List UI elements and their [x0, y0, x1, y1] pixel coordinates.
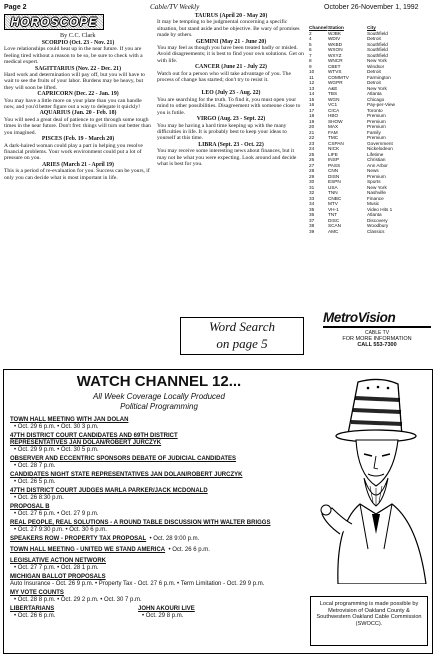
sign-heading: LEO (July 23 - Aug. 22)	[201, 90, 261, 97]
station-city: Lifetime	[367, 151, 384, 157]
sign-heading: VIRGO (Aug. 23 - Sept. 22)	[196, 116, 266, 123]
listing-detail: Auto Insurance - Oct. 26 9 p.m. • Property Tax - Oct. 27 6 p.m. • Term Limitation - Oct. 29 9 p.m.	[10, 581, 265, 587]
channel-number: 5	[309, 41, 312, 47]
channel-number: 7	[309, 52, 312, 58]
station-call-sign: LIFE	[328, 151, 338, 157]
channel-number: 11	[309, 74, 314, 80]
station-city: Toronto	[367, 107, 383, 113]
station-city: Southfield	[367, 52, 388, 58]
station-city: Video Hits 1	[367, 206, 393, 212]
listing-detail: • Oct. 27 6 p.m. • Oct. 27 9 p.m.	[14, 511, 99, 517]
channel-number: 19	[309, 118, 315, 124]
station-call-sign: CSPAN	[328, 140, 344, 146]
sign-heading: ARIES (March 21 - April 19)	[42, 161, 114, 168]
channel-number: 17	[309, 107, 315, 113]
station-call-sign: CBET	[328, 63, 341, 69]
station-call-sign: COMMTV	[328, 74, 349, 80]
word-search-box	[180, 317, 304, 355]
station-call-sign: PASS	[328, 162, 341, 168]
station-city: Family	[367, 129, 381, 135]
station-city: Premium	[367, 118, 386, 124]
metrovision-logo-text: MetroVision	[323, 310, 396, 325]
listing-detail: • Oct. 27 9:30 p.m. • Oct. 30 6 p.m.	[14, 527, 107, 533]
station-call-sign: VH-1	[328, 206, 339, 212]
station-city: Windsor	[367, 63, 385, 69]
channel-number: 37	[309, 217, 315, 223]
listing-detail: • Oct. 28 8 p.m. • Oct. 29 2 p.m. • Oct. 30 7 p.m.	[14, 597, 142, 603]
header-station: Station	[328, 25, 344, 30]
listing-detail: • Oct. 29 6 p.m. • Oct. 30 3 p.m.	[14, 424, 99, 430]
publication-name: Cable/TV Weekly	[150, 3, 200, 11]
listing-title: TOWN HALL MEETING - UNITED WE STAND AMERICA	[10, 547, 166, 553]
sign-text: You may be having a hard time keeping up with the many difficulties in life. It is probably best to keep your ideas to yourself at this time.	[157, 122, 287, 142]
channel-number: 35	[309, 206, 315, 212]
sign-heading: TAURUS (April 20 - May 20)	[194, 13, 268, 19]
station-call-sign: WTVS	[328, 69, 342, 74]
sign-heading: PISCES (Feb. 19 - March 20)	[41, 136, 115, 143]
station-city: Southfield	[367, 41, 388, 47]
channel-number: 2	[309, 30, 312, 36]
listing-title: SPEAKERS ROW - PROPERTY TAX PROPOSAL	[10, 536, 147, 542]
listing-detail: • Oct. 29 8 p.m.	[142, 613, 184, 619]
listing-title: LIBERTARIANS	[10, 606, 55, 612]
sign-text: This is a period of re-evaluation for you. Success can be yours, if only you can decide what is most important in life.	[4, 168, 150, 181]
station-call-sign: AMC	[328, 228, 339, 234]
channel-number: 26	[309, 157, 315, 162]
listing-detail: • Oct. 28 7 p.m.	[14, 463, 56, 469]
sign-text: You may have a little more on your plate than you can handle now, and you'd better figure out a way to delegate it quickly!	[4, 97, 142, 111]
station-city: Premium	[367, 113, 386, 118]
channel-number: 31	[309, 184, 315, 190]
station-city: Ann Arbor	[367, 162, 388, 168]
station-call-sign: MTV	[328, 201, 338, 206]
station-city: Nickelodeon	[367, 146, 393, 151]
station-call-sign: CNBC	[328, 195, 342, 201]
station-call-sign: SCAN	[328, 223, 342, 228]
station-city: Atlanta	[367, 91, 382, 96]
sign-text: It may be tempting to be judgmental concerning a specific situation, but stand aside and be objective. Be wary of promises made by others.	[157, 19, 300, 39]
listing-title: 47TH DISTRICT COURT JUDGES MARLA PARKER/JACK MCDONALD	[10, 488, 208, 494]
word-search-line2: on page 5	[216, 336, 268, 351]
channel-number: 8	[309, 58, 312, 63]
page-number: Page 2	[4, 4, 27, 11]
channel-number: 14	[309, 91, 315, 96]
station-call-sign: WXON	[328, 47, 343, 52]
metrovision-phone: CALL 553-7300	[357, 342, 397, 348]
sponsor-notice: Local programming is made possible by Metrovision of Oakland County & Southwestern Oakland Cable Commission (SWOCC).	[310, 596, 428, 646]
listing-title: REAL PEOPLE, REAL SOLUTIONS - A ROUND TABLE DISCUSSION WITH WALTER BRIGGS	[10, 520, 271, 526]
station-city: Nashville	[367, 190, 387, 195]
station-call-sign: VC1	[328, 102, 338, 107]
station-city: Premium	[367, 135, 386, 140]
station-call-sign: DISC	[328, 217, 340, 223]
channel-number: 9	[309, 63, 312, 69]
header-channel: Channel	[309, 25, 328, 30]
station-city: Music	[367, 201, 380, 206]
station-call-sign: WNCR	[328, 58, 343, 63]
station-call-sign: WKBD	[328, 41, 343, 47]
channel12-ad	[3, 369, 433, 654]
channel-number: 20	[309, 124, 315, 129]
ad-title: WATCH CHANNEL 12...	[76, 373, 242, 390]
channel-number: 23	[309, 140, 315, 146]
channel-number: 6	[309, 47, 312, 52]
listing-title: OBSERVER AND ECCENTRIC SPONSORS DEBATE OF JUDICIAL CANDIDATES	[10, 456, 237, 462]
channel-number: 34	[309, 201, 315, 206]
station-call-sign: A&E	[328, 85, 338, 91]
station-call-sign: USA	[328, 184, 338, 190]
station-city: Farmington	[367, 74, 391, 80]
station-call-sign: WDIV	[328, 36, 341, 41]
horoscope-byline: By C.C. Clark	[60, 32, 96, 39]
horoscope-title-text: HOROSCOPE	[10, 15, 98, 29]
listing-title: TOWN HALL MEETING WITH JAN DOLAN	[10, 417, 129, 423]
channel-row	[309, 229, 433, 235]
channel-number: 29	[309, 173, 315, 179]
listing-title: MICHIGAN BALLOT PROPOSALS	[10, 574, 106, 580]
station-city: Sports	[367, 179, 381, 184]
channel-number: 21	[309, 129, 315, 135]
listing-detail: • Oct. 26 6 p.m.	[14, 613, 56, 619]
sign-heading: SCORPIO (Oct. 23 - Nov. 21)	[41, 40, 115, 46]
sign-heading: GEMINI (May 21 - June 20)	[195, 38, 267, 45]
station-call-sign: CNN	[328, 168, 339, 173]
station-city: Classics	[367, 228, 385, 234]
sign-text: Watch out for a person who will take advantage of you. The process of change has started; don't try to resist it.	[157, 70, 291, 84]
ad-subtitle-2: Political Programming	[120, 402, 198, 411]
station-call-sign: NICK	[328, 146, 340, 151]
station-city: Discovery	[367, 217, 388, 223]
metrovision-info: FOR MORE INFORMATION	[342, 336, 412, 342]
sign-text: You will need a great deal of patience to get through some tough times in the near future. Don't fret: things will turn out better than you imagined.	[4, 116, 151, 136]
channel-number: 36	[309, 212, 315, 217]
station-call-sign: SHOW	[328, 118, 343, 124]
listing-title: JOHN AKOURI LIVE	[138, 606, 195, 612]
horoscope-column-right	[157, 13, 305, 167]
channel-number: 30	[309, 179, 315, 184]
station-city: Detroit	[367, 69, 381, 74]
channel-number: 4	[309, 36, 312, 41]
listing-detail: • Oct. 26 6 p.m.	[168, 547, 210, 553]
station-city: New York	[367, 58, 387, 63]
station-city: Detroit	[367, 36, 381, 41]
station-call-sign: FAM	[328, 129, 338, 135]
sign-text: You are searching for the truth. To find it, you must open your mind to other possibilities. Disagreement with someone close to you is futile.	[157, 96, 301, 116]
sign-text: A dark-haired woman could play a part in helping you resolve financial problems. Your work environment could put a lot of pressure on you.	[4, 142, 143, 162]
channel-number: 38	[309, 223, 315, 228]
channel-number: 28	[309, 168, 315, 173]
ad-subtitle-1: All Week Coverage Locally Produced	[93, 392, 225, 401]
sign-text: You may receive some interesting news about finances, but it may not be what you were expecting. Look around and decide what is best for you.	[157, 148, 297, 167]
channel-number: 39	[309, 228, 315, 234]
word-search-line1: Word Search	[208, 319, 276, 334]
listing-detail: • Oct. 26 5 p.m.	[14, 479, 56, 485]
listing-title: 47TH DISTRICT COURT CANDIDATES AND 69TH DISTRICT	[10, 433, 178, 439]
channel-number: 27	[309, 162, 315, 168]
uncle-sam-illustration	[318, 374, 430, 584]
channel-number: 13	[309, 85, 315, 91]
channel-number: 25	[309, 151, 315, 157]
station-city: Chicago	[367, 96, 385, 102]
station-call-sign: WJBK	[328, 30, 342, 36]
listing-detail: • Oct. 27 7 p.m. • Oct. 28 1 p.m.	[14, 565, 99, 571]
station-call-sign: WGPR	[328, 80, 343, 85]
listing-title: LEGISLATIVE ACTION NETWORK	[10, 558, 106, 564]
station-call-sign: TNT	[328, 212, 338, 217]
station-city: Southfield	[367, 30, 388, 36]
metrovision-tagline: CABLE TV	[364, 330, 390, 336]
listing-detail: • Oct. 29 9 p.m. • Oct. 30 5 p.m.	[14, 447, 99, 453]
channel-number: 16	[309, 102, 315, 107]
station-call-sign: MAX	[328, 124, 339, 129]
sign-heading: CANCER (June 21 - July 22)	[195, 64, 267, 71]
listing-title: PROPOSAL B	[10, 504, 50, 510]
channel-list	[309, 25, 433, 234]
station-city: New York	[367, 85, 387, 91]
station-city: Detroit	[367, 80, 381, 85]
logo-underline	[323, 326, 431, 328]
sign-text: Love relationships could heat up in the near future. If you are feeling tired without a reason to be so, be sure to check with a medical expert.	[4, 46, 143, 66]
station-call-sign: WGN	[328, 96, 340, 102]
sign-heading: AQUARIUS (Jan. 20 - Feb. 18)	[39, 110, 117, 117]
station-call-sign: ESPN	[328, 179, 341, 184]
horoscope-column-left	[4, 40, 152, 181]
issue-dates: October 26-November 1, 1992	[324, 4, 419, 11]
channel-number: 33	[309, 195, 315, 201]
station-call-sign: TBS	[328, 91, 338, 96]
station-city: Government	[367, 140, 393, 146]
station-city: Atlanta	[367, 212, 382, 217]
sign-text: Hard work and determination will pay off, but you will have to wait to see the fruits of your labor. Burdens may be heavy, but they will soon be lifted.	[4, 72, 145, 91]
station-city: Woodbury	[367, 223, 389, 228]
sign-heading: SAGITTARIUS (Nov. 22 - Dec. 21)	[34, 65, 122, 72]
station-city: Finance	[367, 195, 384, 201]
channel-number: 22	[309, 135, 315, 140]
station-call-sign: HBO	[328, 113, 339, 118]
station-city: Premium	[367, 173, 386, 179]
channel-number: 15	[309, 96, 315, 102]
station-call-sign: TNN	[328, 190, 338, 195]
channel-number: 18	[309, 113, 315, 118]
sign-text: You may feel as though you have been treated badly or misled. Avoid disagreements; it is best to find your own solutions. Get on with life.	[157, 45, 304, 64]
horoscope-title	[4, 14, 104, 30]
channel-number: 24	[309, 146, 315, 151]
station-call-sign: WXYZ	[328, 52, 342, 58]
channel-number: 10	[309, 69, 315, 74]
station-call-sign: DISN	[328, 173, 340, 179]
sign-heading: LIBRA (Sept. 23 - Oct. 22)	[198, 141, 264, 148]
header-city: City	[367, 25, 376, 30]
station-call-sign: TMC	[328, 135, 339, 140]
listing-detail: • Oct. 28 9:00 p.m.	[149, 536, 200, 542]
channel-number: 32	[309, 190, 315, 195]
station-call-sign: CICA	[328, 107, 340, 113]
listing-title: MY VOTE COUNTS	[10, 590, 64, 596]
station-city: New York	[367, 184, 387, 190]
listing-detail: • Oct. 26 8:30 p.m.	[14, 495, 64, 501]
station-city: Premium	[367, 124, 386, 129]
channel-number: 12	[309, 80, 315, 85]
station-city: News	[367, 168, 379, 173]
sign-heading: CAPRICORN (Dec. 22 - Jan. 19)	[37, 91, 119, 98]
station-city: Christian	[367, 157, 386, 162]
listing-title: CANDIDATES NIGHT STATE REPRESENTATIVES JAN DOLAN/ROBERT JURCZYK	[10, 472, 243, 478]
station-city: Pay-per-View	[367, 102, 396, 107]
listing-title-cont: REPRESENTATIVES JAN DOLAN/ROBERT JURCZYK	[10, 440, 162, 446]
station-call-sign: INSP	[328, 157, 339, 162]
station-city: Southfield	[367, 47, 388, 52]
metrovision-logo	[323, 310, 431, 348]
